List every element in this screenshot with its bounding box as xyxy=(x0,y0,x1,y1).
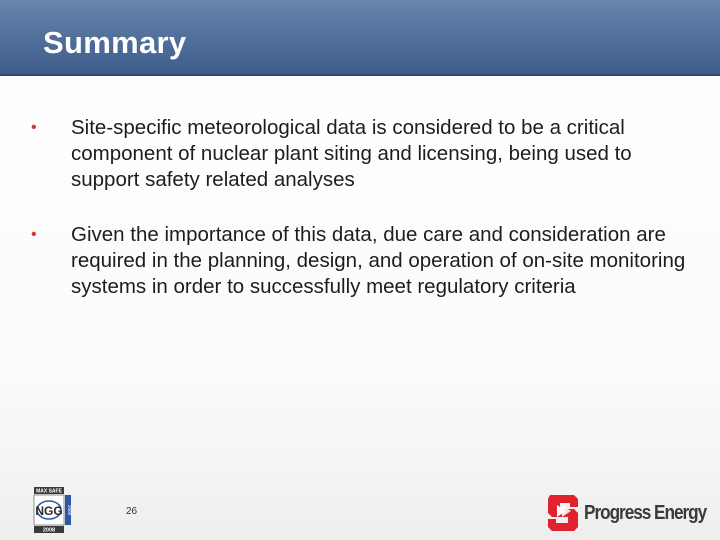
ngg-top-text: MAX SAFE xyxy=(36,488,62,495)
slide-title: Summary xyxy=(43,25,187,60)
page-number: 26 xyxy=(126,506,138,517)
ngg-year-text: 2008 xyxy=(42,527,56,534)
bullet-item xyxy=(31,115,691,193)
bullet-marker-icon: • xyxy=(31,119,37,136)
progress-energy-icon xyxy=(548,493,580,533)
progress-energy-wordmark: Progress Energy xyxy=(584,502,707,524)
bullet-item xyxy=(31,222,691,300)
ngg-badge-icon xyxy=(34,487,71,533)
bullet-marker-icon: • xyxy=(31,226,37,243)
ngg-side-text: 2008 xyxy=(67,504,72,516)
ngg-main-text: NGG xyxy=(35,504,63,518)
progress-energy-logo xyxy=(548,493,707,533)
bullet-text: Site-specific meteorological data is considered to be a critical component of nuclear plant siting and licensing, being used to support safety related analyses xyxy=(71,116,632,191)
bullet-text: Given the importance of this data, due care and consideration are required in the planning, design, and operation of on-site monitoring systems in order to successfully meet regulatory criteria xyxy=(71,223,686,298)
title-bar xyxy=(0,0,720,76)
bullet-list xyxy=(31,115,691,329)
